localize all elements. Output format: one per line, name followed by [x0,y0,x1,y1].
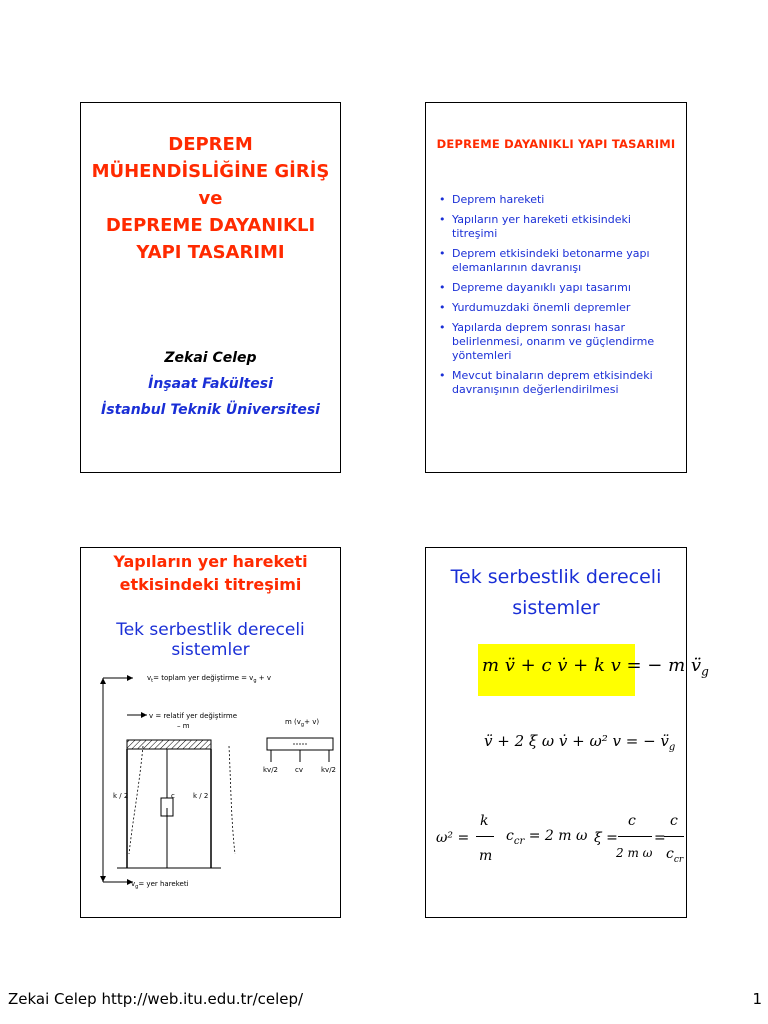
title-line: ve [198,188,223,209]
kv2-right-label: kv/2 [321,766,337,774]
v-label: v = relatif yer değiştirme [149,712,238,720]
title-line: DEPREME DAYANIKLI [105,215,316,236]
slide1-title [81,131,340,266]
university-name: İstanbul Teknik Üniversitesi [101,402,320,418]
damping-ratio: ξ = c 2 m ω = c $c_{cr}$ [594,813,684,865]
slide2-title: DEPREME DAYANIKLI YAPI TASARIMI [436,137,676,151]
slide-contents [425,102,687,473]
list-item: • Deprem hareketi [436,193,678,207]
title-line: etkisindeki titreşimi [119,575,302,594]
omega-definition: ω² = k m [436,813,493,864]
list-item: • Mevcut binaların deprem etkisindeki davranışının değerlendirilmesi [436,369,678,397]
title-line: MÜHENDİSLİĞİNE GİRİŞ [91,161,330,182]
normalized-equation: v̈ + 2 ξ ω v̇ + ω² v = − $v̈_g$ [484,732,676,753]
title-line: DEPREM [168,134,253,155]
title-line: YAPI TASARIMI [136,242,285,263]
kv2-left-label: kv/2 [263,766,279,774]
list-item: • Yurdumuzdaki önemli depremler [436,301,678,315]
critical-damping: $c_{cr} = 2$ m ω [506,828,588,847]
sdof-frame-diagram [81,658,340,918]
equation-of-motion: m v̈ + c v̇ + k v = − m $v̈_g$ [482,655,709,679]
slide-title [80,102,341,473]
cv-label: cv [295,766,303,774]
author-name: Zekai Celep [164,350,257,366]
slide4-title [426,562,686,624]
slide-vibration [80,547,341,918]
slide1-author-block [81,345,340,423]
page-number: 1 [752,990,762,1008]
slide3-subtitle: Tek serbestlik dereceli sistemler [116,620,305,660]
title-line: Yapıların yer hareketi [113,552,308,571]
c-label: c [171,792,175,800]
slide3-title [81,550,340,596]
topic-list [436,193,678,403]
footer-author-url: Zekai Celep http://web.itu.edu.tr/celep/ [8,990,304,1008]
list-item: • Yapılarda deprem sonrası hasar belirlenmesi, onarım ve güçlendirme yöntemleri [436,321,678,363]
m-label: – m [177,722,190,730]
k-left-label: k / 2 [113,792,129,800]
faculty-name: İnşaat Fakültesi [148,376,273,392]
list-item: • Yapıların yer hareketi etkisindeki titreşimi [436,213,678,241]
vg-label: $v_g=$ yer hareketi [131,880,189,890]
mass-force-label: m $(v_g+ v)$ [285,718,320,728]
slide-sdof [425,547,709,918]
list-item: • Depreme dayanıklı yapı tasarımı [436,281,678,295]
vt-label: $v_t=$ toplam yer değiştirme = $v_g + v$ [147,674,271,684]
title-line: sistemler [512,597,600,619]
k-right-label: k / 2 [193,792,209,800]
list-item: • Deprem etkisindeki betonarme yapı elemanlarının davranışı [436,247,678,275]
title-line: Tek serbestlik dereceli [450,566,662,588]
